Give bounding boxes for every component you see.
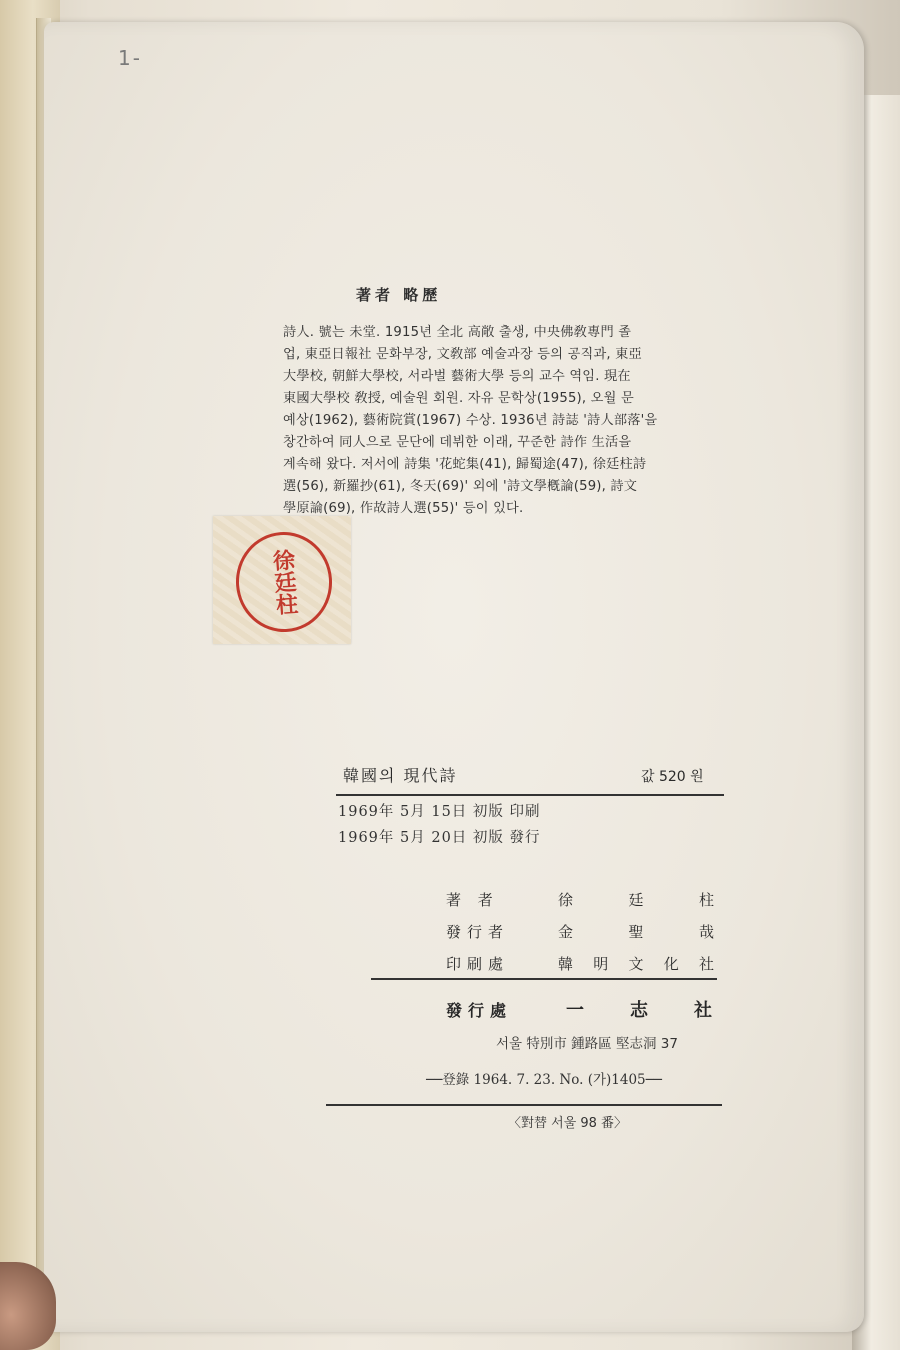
author-label: 著 者 — [446, 891, 499, 909]
publisher-label: 發行處 — [446, 1001, 513, 1020]
author-bio-text — [283, 322, 783, 520]
print-date: 1969年 5月 15日 初版 印刷 — [338, 804, 541, 820]
publisher-rule — [371, 978, 717, 980]
publisher-person-name: 金 聖 哉 — [558, 923, 714, 941]
bio-line: 詩人. 號는 未堂. 1915년 全北 高敞 출생, 中央佛敎專門 졸 — [283, 325, 632, 340]
pencil-mark: 1- — [118, 46, 142, 70]
colophon-rule — [336, 794, 724, 796]
book-title: 韓國의 現代詩 — [343, 766, 458, 785]
printer-label: 印刷處 — [446, 955, 510, 973]
bio-line: 창간하여 同人으로 문단에 데뷔한 이래, 꾸준한 詩作 生活을 — [283, 435, 632, 450]
bio-line: 東國大學校 敎授, 예술원 회원. 자유 문학상(1955), 오월 문 — [283, 391, 634, 406]
bio-line: 계속해 왔다. 저서에 詩集 '花蛇集(41), 歸蜀途(47), 徐廷柱詩 — [283, 457, 647, 472]
publish-date: 1969年 5月 20日 初版 發行 — [338, 830, 541, 846]
publisher-address: 서울 特別市 鍾路區 堅志洞 37 — [496, 1036, 678, 1052]
publisher-person-label: 發行者 — [446, 923, 510, 941]
book-price: 값 520 원 — [641, 769, 704, 785]
bio-line: 學原論(69), 作故詩人選(55)' 등이 있다. — [283, 501, 524, 516]
seal-text: 徐廷柱 — [268, 548, 300, 616]
bio-line: 예상(1962), 藝術院賞(1967) 수상. 1936년 詩誌 '詩人部落'을 — [283, 413, 658, 428]
bio-line: 大學校, 朝鮮大學校, 서라벌 藝術大學 등의 교수 역임. 現在 — [283, 369, 631, 384]
book-page — [44, 22, 864, 1332]
bio-line: 업, 東亞日報社 문화부장, 文敎部 예술과장 등의 공직과, 東亞 — [283, 347, 642, 362]
registration-number: ──登錄 1964. 7. 23. No. (가)1405── — [426, 1072, 662, 1088]
transfer-account: 〈對替 서울 98 番〉 — [508, 1116, 628, 1131]
bottom-rule — [326, 1104, 722, 1106]
bio-line: 選(56), 新羅抄(61), 冬天(69)' 외에 '詩文學槪論(59), 詩文 — [283, 479, 638, 494]
printer-name: 韓 明 文 化 社 — [558, 955, 714, 973]
publisher-name: 一 志 社 — [566, 1000, 712, 1021]
author-name: 徐 廷 柱 — [558, 891, 714, 909]
author-bio-heading: 著者 略歷 — [356, 286, 442, 304]
